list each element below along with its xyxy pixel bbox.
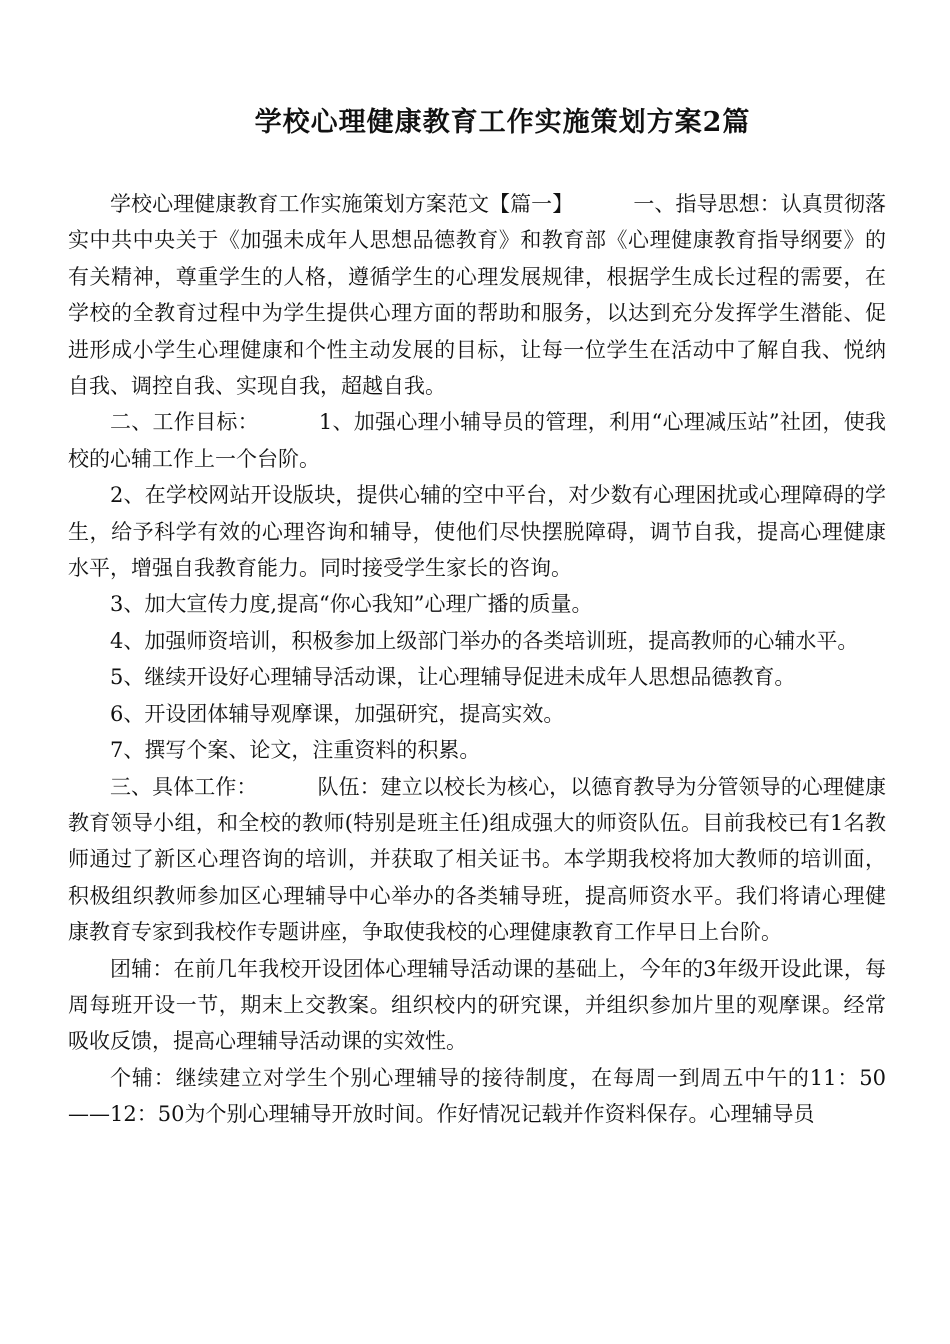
paragraph-7: 6、开设团体辅导观摩课，加强研究，提高实效。 xyxy=(110,701,565,726)
paragraph-2-text: 1、加强心理小辅导员的管理，利用“心理减压站”社团，使我校的心辅工作上一个台阶。 xyxy=(68,410,886,471)
paragraph-5: 4、加强师资培训，积极参加上级部门举办的各类培训班，提高教师的心辅水平。 xyxy=(110,628,859,653)
paragraph-1-lead: 学校心理健康教育工作实施策划方案范文【篇一】 xyxy=(110,192,574,216)
paragraph-9-text: 队伍：建立以校长为核心，以德育教导为分管领导的心理健康教育领导小组，和全校的教师(特别是班主任)组成强大的师资队伍。目前我校已有1名教师通过了新区心理咨询的培训，并获取了相关证书。本学期我校将加大教师的培训面，积极组织教师参加区心理辅导中心举办的各类辅导班，提高师资水平。我们将请心理健康教育专家到我校作专题讲座，争取使我校的心理健康教育工作早日上台阶。 xyxy=(68,774,887,945)
paragraph-3: 2、在学校网站开设版块，提供心辅的空中平台，对少数有心理困扰或心理障碍的学生，给予科学有效的心理咨询和辅导，使他们尽快摆脱障碍，调节自我，提高心理健康水平，增强自我教育能力。同时接受学生家长的咨询。 xyxy=(68,483,886,581)
paragraph-11: 个辅：继续建立对学生个别心理辅导的接待制度，在每周一到周五中午的11：50——12：50为个别心理辅导开放时间。作好情况记载并作资料保存。心理辅导员 xyxy=(68,1065,886,1127)
paragraph-10: 团辅：在前几年我校开设团体心理辅导活动课的基础上，今年的3年级开设此课，每周每班开设一节，期末上交教案。组织校内的研究课，并组织参加片里的观摩课。经常吸收反馈，提高心理辅导活动课的实效性。 xyxy=(68,956,886,1054)
paragraph-8: 7、撰写个案、论文，注重资料的积累。 xyxy=(110,738,481,763)
document-title: 学校心理健康教育工作实施策划方案2篇 xyxy=(254,107,751,138)
paragraph-9-lead: 三、具体工作： xyxy=(110,774,258,799)
document-body xyxy=(68,186,886,1133)
paragraph-2 xyxy=(68,404,886,477)
paragraph-2-lead: 二、工作目标： xyxy=(110,410,259,435)
paragraph-1 xyxy=(68,186,886,404)
paragraph-9 xyxy=(68,769,886,951)
paragraph-1-text: 一、指导思想：认真贯彻落实中共中央关于《加强未成年人思想品德教育》和教育部《心理健康教育指导纲要》的有关精神，尊重学生的人格，遵循学生的心理发展规律，根据学生成长过程的需要，在学校的全教育过程中为学生提供心理方面的帮助和服务，以达到充分发挥学生潜能、促进形成小学生心理健康和个性主动发展的目标，让每一位学生在活动中了解自我、悦纳自我、调控自我、实现自我，超越自我。 xyxy=(68,192,887,399)
paragraph-6: 5、继续开设好心理辅导活动课，让心理辅导促进未成年人思想品德教育。 xyxy=(110,665,796,690)
paragraph-4: 3、加大宣传力度,提高“你心我知”心理广播的质量。 xyxy=(110,592,593,617)
